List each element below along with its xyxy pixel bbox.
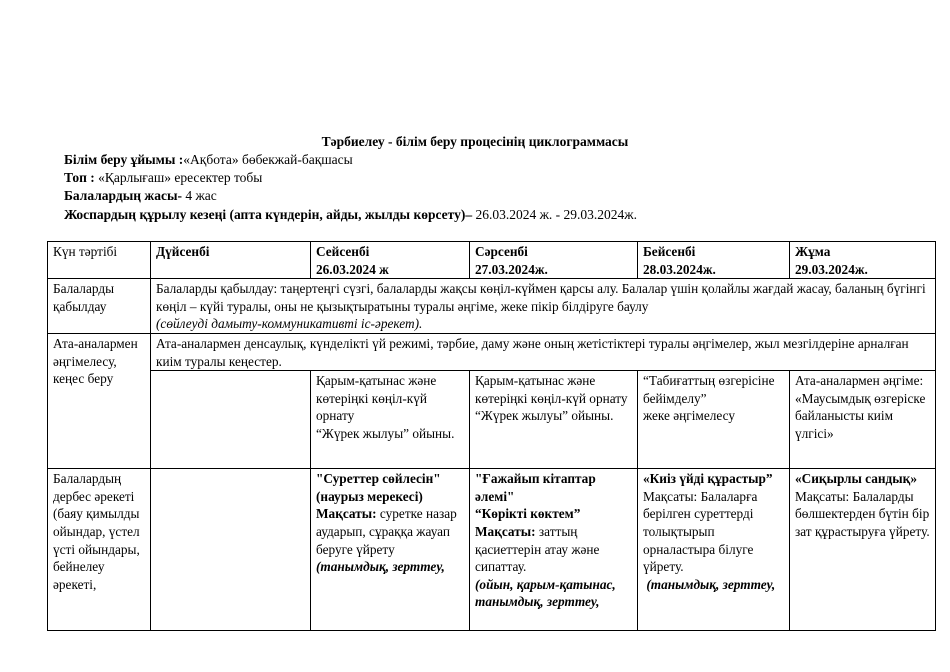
- header-friday-date: 29.03.2024ж.: [795, 261, 868, 277]
- reception-text: Балаларды қабылдау: таңертеңгі сүзгі, балаларды жақсы көңіл-күймен қарсы алу. Балалар үшін қолайлы жағдай жасау, баланың бүгінгі көңіл – күйі туралы, оны не қызықтыратыны туралы әңгіме, жеке пікір білдіруге баулу: [156, 281, 926, 314]
- table-row-parents: [48, 333, 936, 370]
- row-label-parents: Ата-аналармен әңгімелесу, кеңес беру: [48, 333, 151, 468]
- header-tuesday: [311, 242, 470, 279]
- parents-tuesday: Қарым-қатынас және көтеріңкі көңіл-күй орнату “Жүрек жылуы” ойыны.: [311, 371, 470, 469]
- parents-thursday: “Табиғаттың өзгерісіне бейімделу” жеке әңгімелесу: [638, 371, 790, 469]
- header-thursday-day: Бейсенбі: [643, 244, 696, 259]
- goal-label: Мақсаты:: [316, 506, 377, 522]
- age-label: Балалардың жасы-: [64, 188, 182, 203]
- table-row-activity: [48, 469, 936, 631]
- org-value: «Ақбота» бөбекжай-бақшасы: [183, 152, 353, 167]
- activity-tuesday-note: (танымдық, зерттеу,: [316, 559, 445, 575]
- row-label-reception: Балаларды қабылдау: [48, 279, 151, 334]
- header-friday: [790, 242, 936, 279]
- cyclogram-table: [47, 241, 936, 631]
- activity-tuesday: [311, 469, 470, 631]
- activity-tuesday-title: "Суреттер сөйлесін" (наурыз мерекесі): [316, 471, 441, 504]
- goal-text: Балаларды бөлшектерден бүтін бір зат құрастыруға үйрету.: [795, 488, 930, 539]
- header-wednesday: [470, 242, 638, 279]
- goal-text: суретке назар аударып, сұраққа жауап беруге үйрету: [316, 506, 457, 557]
- goal-text: Балаларға берілген суреттерді толықтырып орналастыра білуге үйрету.: [643, 488, 758, 575]
- activity-wednesday-title: "Ғажайып кітаптар әлемі" “Көрікті көктем”: [475, 471, 596, 522]
- table-row-parents-days: [48, 371, 936, 469]
- table-header-row: [48, 242, 936, 279]
- parents-friday: Ата-аналармен әңгіме: «Маусымдық өзгеріске байланысты киім үлгісі»: [790, 371, 936, 469]
- period-label: Жоспардың құрылу кезеңі (апта күндерін, айды, жылды көрсету)–: [64, 207, 473, 222]
- document-title: Тәрбиелеу - білім беру процесінің циклограммасы: [321, 134, 629, 149]
- activity-wednesday-goal: [475, 523, 632, 576]
- group-label: Топ :: [64, 170, 95, 185]
- parents-wednesday: Қарым-қатынас және көтеріңкі көңіл-күй орнату “Жүрек жылуы” ойыны.: [470, 371, 638, 469]
- header-tuesday-date: 26.03.2024 ж: [316, 261, 389, 277]
- header-wednesday-day: Сәрсенбі: [475, 244, 528, 259]
- header-thursday: [638, 242, 790, 279]
- meta-organization: [64, 152, 353, 168]
- age-value: 4 жас: [181, 188, 217, 203]
- meta-group: [64, 170, 262, 186]
- activity-wednesday-note: (ойын, қарым-қатынас, танымдық, зерттеу,: [475, 576, 616, 610]
- header-monday: Дүйсенбі: [151, 242, 311, 279]
- activity-thursday-note: (танымдық, зерттеу,: [643, 576, 776, 592]
- header-routine: Күн тәртібі: [48, 242, 151, 279]
- row-label-activity: Балалардың дербес әрекеті (баяу қимылды ойындар, үстел үсті ойындары, бейнелеу әрекеті,: [48, 469, 151, 631]
- activity-friday-goal: [795, 488, 930, 541]
- activity-thursday-title: «Киіз үйді құрастыр”: [643, 471, 773, 487]
- activity-thursday: [638, 469, 790, 631]
- goal-label: Мақсаты:: [475, 523, 536, 539]
- header-thursday-date: 28.03.2024ж.: [643, 261, 716, 277]
- activity-wednesday: [470, 469, 638, 631]
- activity-thursday-goal: [643, 488, 784, 576]
- table-row-reception: [48, 279, 936, 334]
- meta-age: [64, 188, 217, 204]
- parents-text: Ата-аналармен денсаулық, күнделікті үй режимі, тәрбие, даму және оның жетістіктері туралы әңгімелер, жыл мезгілдеріне арналған киім туралы кеңестер.: [151, 333, 936, 370]
- goal-label: Мақсаты:: [795, 488, 850, 504]
- activity-friday-title: «Сиқырлы сандық»: [795, 471, 917, 487]
- activity-friday: [790, 469, 936, 631]
- meta-period: [64, 207, 637, 223]
- header-tuesday-day: Сейсенбі: [316, 244, 370, 259]
- goal-text: заттың қасиеттерін атау және сипаттау.: [475, 523, 600, 575]
- reception-text-cell: [151, 279, 936, 334]
- parents-monday: [151, 371, 311, 469]
- header-friday-day: Жұма: [795, 244, 831, 259]
- activity-tuesday-goal: [316, 505, 464, 558]
- period-value: 26.03.2024 ж. - 29.03.2024ж.: [472, 207, 638, 222]
- goal-label: Мақсаты:: [643, 488, 698, 504]
- activity-monday: [151, 469, 311, 631]
- reception-note: (сөйлеуді дамыту-коммуникативті іс-әрекет).: [156, 316, 423, 332]
- group-value: «Қарлығаш» ересектер тобы: [94, 170, 263, 185]
- org-label: Білім беру ұйымы :: [64, 152, 184, 167]
- header-wednesday-date: 27.03.2024ж.: [475, 261, 548, 277]
